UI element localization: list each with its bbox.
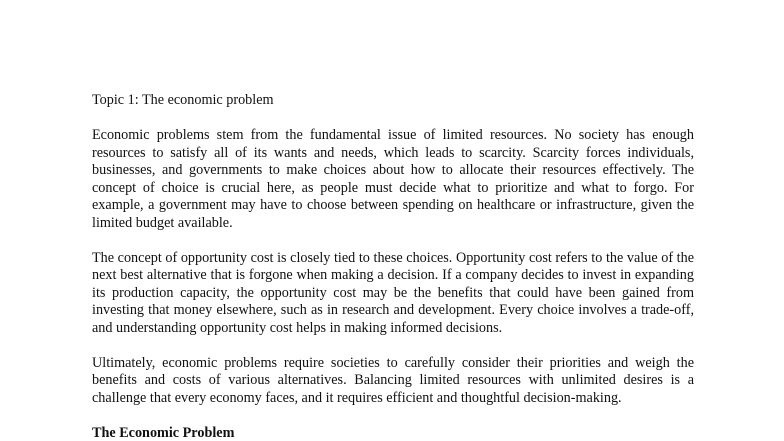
paragraph-opportunity-cost: The concept of opportunity cost is closely tied to these choices. Opportunity cost refers to the value of the next best alternative that is forgone when making a decision. If a company decides to invest in expanding its production capacity, the opportunity cost may be the benefits that could have been gained from investing that money elsewhere, such as in research and development. Every choice involves a trade-off, and understanding opportunity cost helps in making informed decisions.	[92, 249, 694, 336]
paragraph-conclusion: Ultimately, economic problems require societies to carefully consider their priorities and weigh the benefits and costs of various alternatives. Balancing limited resources with unlimited desires is a challenge that every economy faces, and it requires efficient and thoughtful decision-making.	[92, 354, 694, 406]
paragraph-scarcity: Economic problems stem from the fundamental issue of limited resources. No society has enough resources to satisfy all of its wants and needs, which leads to scarcity. Scarcity forces individuals, businesses, and governments to make choices about how to allocate their resources effectively. The concept of choice is crucial here, as people must decide what to prioritize and what to forgo. For example, a government may have to choose between spending on healthcare or infrastructure, given the limited budget available.	[92, 127, 694, 231]
topic-title: Topic 1: The economic problem	[92, 92, 274, 108]
section-heading: The Economic Problem	[92, 424, 235, 441]
document-body	[92, 92, 694, 441]
